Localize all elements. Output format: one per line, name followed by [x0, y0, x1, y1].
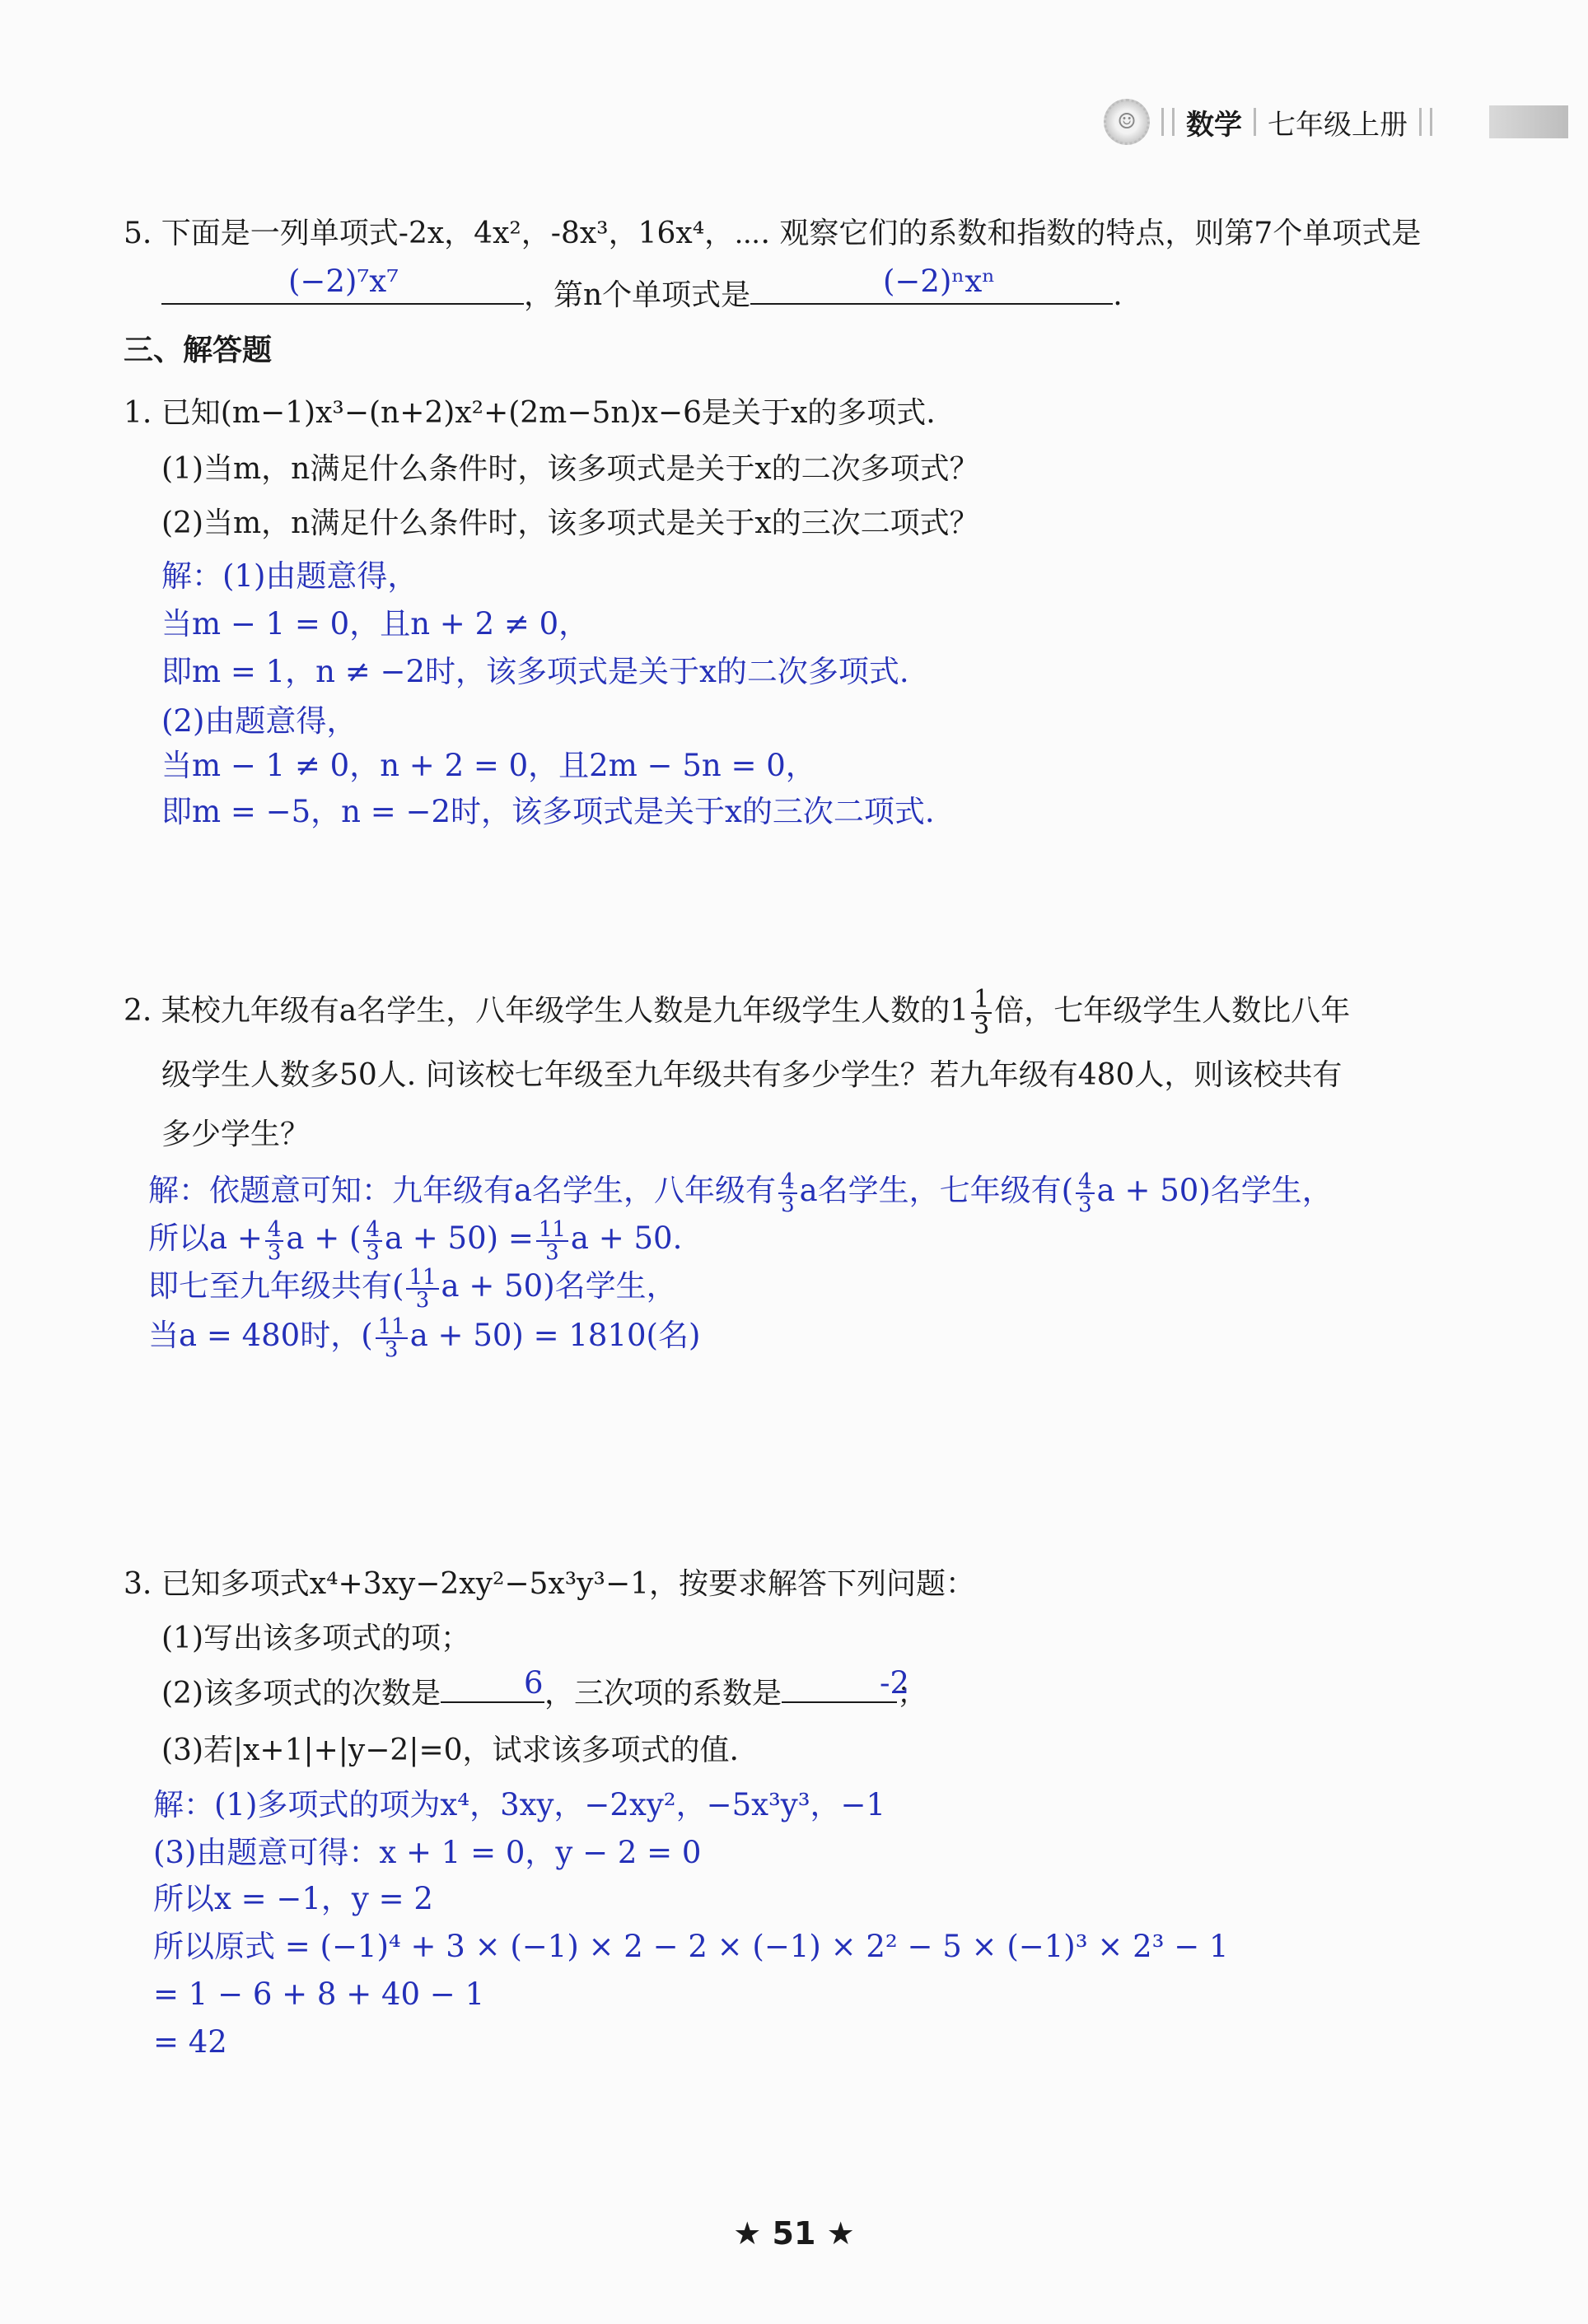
header-divider: [1161, 108, 1175, 136]
fraction-numerator: 11: [406, 1267, 438, 1290]
fraction-denominator: 3: [781, 1192, 795, 1217]
p2-sol-text: 即七至九年级共有(: [148, 1268, 404, 1304]
p3-answer-degree: 6: [524, 1665, 544, 1701]
p1-stem: 1. 已知(m−1)x³−(n+2)x²+(2m−5n)x−6是关于x的多项式.: [124, 396, 936, 430]
p3-solution-line: 所以原式 = (−1)⁴ + 3 × (−1) × 2 − 2 × (−1) × 2² − 5 × (−1)³ × 2³ − 1: [153, 1929, 1229, 1964]
fraction-denominator: 3: [366, 1239, 380, 1265]
fraction-4-3: [265, 1216, 284, 1265]
p2-sol-text: a + 50)名学生，: [441, 1268, 677, 1304]
p1-solution-line: 即m = −5，n = −2时，该多项式是关于x的三次二项式.: [161, 794, 935, 829]
p1-sub1: (1)当m，n满足什么条件时，该多项式是关于x的二次多项式？: [161, 452, 979, 486]
fraction-4-3: [1076, 1171, 1095, 1216]
header-subject: 数学: [1186, 108, 1242, 142]
p1-solution-line: 当m − 1 ≠ 0，n + 2 = 0，且2m − 5n = 0，: [161, 748, 816, 783]
p2-solution-line4: [148, 1309, 700, 1362]
p3-sub2-text: ，三次项的系数是: [544, 1677, 782, 1710]
p3-sub1: (1)写出该多项式的项；: [161, 1622, 470, 1655]
p2-mixed-fraction: [971, 987, 992, 1038]
p3-solution-line: 所以x = −1，y = 2: [153, 1881, 433, 1916]
header-decoration-bar: [1489, 105, 1568, 138]
fraction-11-3: [376, 1316, 408, 1360]
p2-sol-text: 当a = 480时，(: [148, 1318, 373, 1353]
p2-sol-text: a + 50) = 1810(名): [409, 1318, 701, 1353]
p3-solution-line: = 1 − 6 + 8 + 40 − 1: [153, 1976, 485, 2012]
fraction-denominator: 3: [545, 1239, 559, 1265]
p2-stem-text: 2. 某校九年级有a名学生，八年级学生人数是九年级学生人数的1: [124, 994, 969, 1028]
q5-mid-text: ，第n个单项式是: [524, 278, 751, 312]
p3-sub3: (3)若|x+1|+|y−2|=0，试求该多项式的值.: [161, 1734, 739, 1767]
p3-sub2-text: (2)该多项式的次数是: [161, 1677, 441, 1710]
fraction-numerator: 4: [1076, 1171, 1095, 1194]
p1-solution-line: 解：(1)由题意得，: [161, 558, 418, 594]
fraction-4-3: [363, 1216, 382, 1265]
fraction-11-3: [536, 1216, 568, 1265]
p3-answer-coef: -2: [880, 1665, 910, 1701]
p2-solution-line3: [148, 1260, 677, 1313]
p1-solution-line: (2)由题意得，: [161, 703, 357, 739]
fraction-4-3: [778, 1171, 797, 1216]
page-number: ★ 51 ★: [733, 2215, 855, 2252]
q5-end: .: [1113, 278, 1123, 312]
fraction-11-3: [406, 1264, 438, 1313]
fraction-denominator: 3: [267, 1239, 282, 1265]
p3-solution-line: 解：(1)多项式的项为x⁴，3xy，−2xy²，−5x³y³，−1: [153, 1787, 886, 1822]
fraction-numerator: 4: [778, 1171, 797, 1194]
sun-logo-icon: ☺: [1104, 99, 1150, 145]
q5-line1: 5. 下面是一列单项式-2x，4x²，-8x³，16x⁴，⋯. 观察它们的系数和指数的特点，则第7个单项式是: [124, 217, 1422, 250]
p3-solution-line: (3)由题意可得：x + 1 = 0，y − 2 = 0: [153, 1835, 702, 1870]
fraction-numerator: 1: [971, 987, 992, 1014]
q5-answer-2: (−2)ⁿxⁿ: [883, 264, 996, 299]
header-divider: [1254, 108, 1256, 136]
fraction-numerator: 11: [536, 1219, 568, 1242]
fraction-denominator: 3: [415, 1287, 430, 1313]
p2-sol-text: a + 50) =: [384, 1220, 534, 1256]
p2-stem-line3: 多少学生？: [161, 1118, 311, 1151]
p3-stem: 3. 已知多项式x⁴+3xy−2xy²−5x³y³−1，按要求解答下列问题：: [124, 1567, 976, 1601]
section-title: 三、解答题: [124, 334, 273, 367]
fraction-denominator: 3: [974, 1011, 990, 1040]
p3-sub2: [161, 1673, 927, 1714]
q5-answer-1: (−2)⁷x⁷: [288, 264, 399, 299]
header-divider: [1419, 108, 1432, 136]
p2-solution-line2: [148, 1212, 682, 1265]
fraction-denominator: 3: [1078, 1192, 1092, 1217]
p2-sol-text: a + 50)名学生，: [1096, 1173, 1333, 1208]
p2-sol-text: 所以a +: [148, 1220, 263, 1256]
page-header: [1104, 100, 1444, 143]
p2-sol-text: 解：依题意可知：九年级有a名学生，八年级有: [148, 1173, 777, 1208]
header-grade: 七年级上册: [1268, 108, 1408, 142]
fraction-numerator: 11: [376, 1316, 408, 1339]
p1-solution-line: 当m − 1 = 0，且n + 2 ≠ 0，: [161, 606, 590, 642]
p2-stem-line2: 级学生人数多50人. 问该校七年级至九年级共有多少学生？若九年级有480人，则该校共有: [161, 1058, 1343, 1092]
p2-sol-text: a + (: [286, 1220, 362, 1256]
p1-sub2: (2)当m，n满足什么条件时，该多项式是关于x的三次二项式？: [161, 506, 979, 540]
p2-sol-text: a + 50.: [570, 1220, 683, 1256]
p2-solution-line1: [148, 1164, 1333, 1217]
p1-solution-line: 即m = 1，n ≠ −2时，该多项式是关于x的二次多项式.: [161, 654, 909, 689]
p2-stem-text: 倍，七年级学生人数比八年: [994, 994, 1351, 1028]
fraction-denominator: 3: [384, 1337, 399, 1362]
p2-stem-line1: [124, 980, 1350, 1043]
p3-sub2-text: ；: [897, 1677, 927, 1710]
fraction-numerator: 4: [265, 1219, 284, 1242]
p3-solution-line: = 42: [153, 2024, 227, 2060]
p2-sol-text: a名学生，七年级有(: [799, 1173, 1074, 1208]
fraction-numerator: 4: [363, 1219, 382, 1242]
